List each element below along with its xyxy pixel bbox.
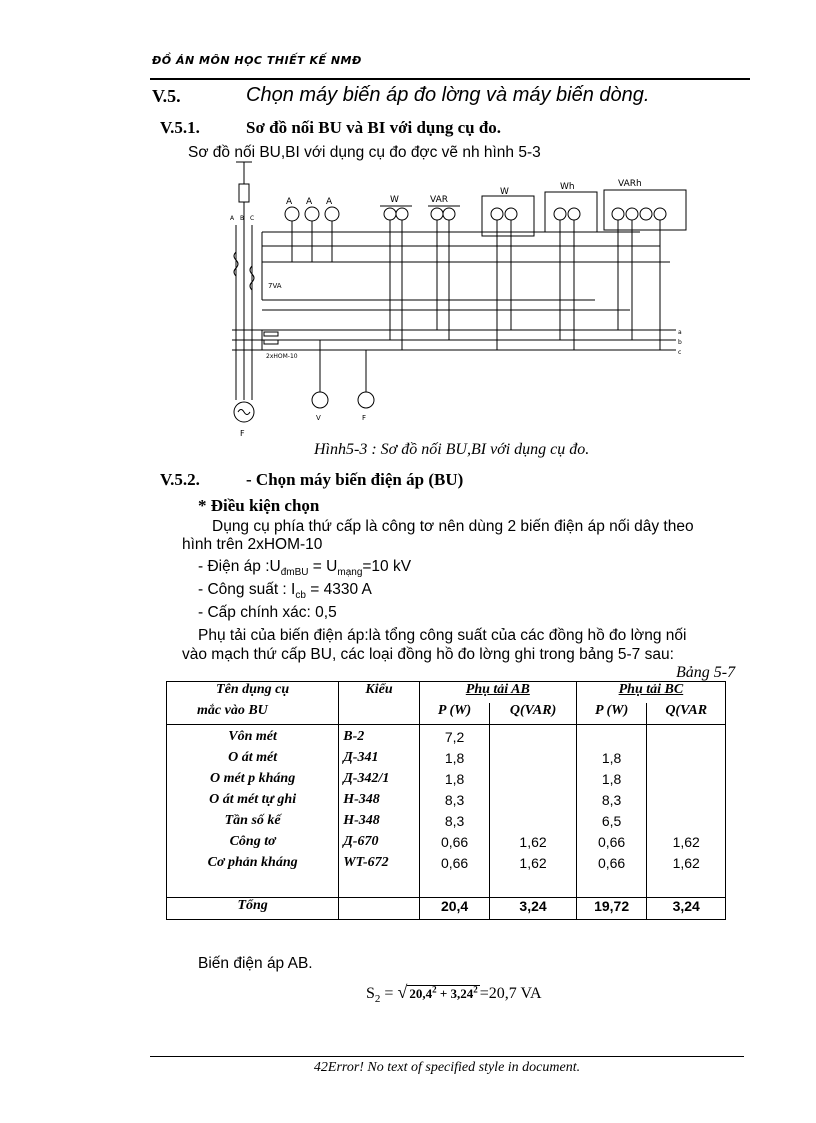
label-wattmeter-2: W bbox=[500, 187, 509, 197]
th-load-bc: Phụ tải BC bbox=[576, 682, 725, 704]
load-table bbox=[166, 681, 726, 920]
label-varmeter: VAR bbox=[430, 195, 448, 205]
th-device-name-2: mắc vào BU bbox=[167, 703, 339, 725]
cell-name: Công tơ bbox=[167, 834, 339, 855]
wh-meter-box bbox=[545, 192, 597, 232]
ammeter-1 bbox=[285, 207, 299, 221]
table-row bbox=[167, 834, 726, 855]
cell-q-bc bbox=[647, 771, 726, 792]
cell-p-ab: 1,8 bbox=[419, 750, 489, 771]
total-q-ab: 3,24 bbox=[490, 898, 577, 920]
varh-meter-box bbox=[604, 190, 686, 230]
cell-q-bc bbox=[647, 813, 726, 834]
page-header: ĐỒ ÁN MÔN HỌC THIẾT KẾ NMĐ bbox=[152, 54, 362, 67]
label-va: 7VA bbox=[268, 282, 282, 290]
page-footer: 42Error! No text of specified style in document. bbox=[313, 1060, 581, 1075]
conditions-heading: * Điều kiện chọn bbox=[198, 496, 320, 515]
th-p-ab: P (W) bbox=[419, 703, 489, 725]
header-rule bbox=[150, 78, 750, 80]
voltmeter bbox=[312, 392, 328, 408]
cell-p-ab: 8,3 bbox=[419, 813, 489, 834]
formula-s2: $S_2$ = √ $20,4^2 + 3,24^2 =20,7$ VA bbox=[366, 982, 542, 1006]
cell-q-ab bbox=[490, 771, 577, 792]
cell-name: Vôn mét bbox=[167, 725, 339, 751]
cell-p-bc: 6,5 bbox=[576, 813, 647, 834]
paragraph-1-line-1: Dụng cụ phía thứ cấp là công tơ nên dùng 2 biến điện áp nối dây theo bbox=[212, 518, 694, 535]
cell-name: O mét p kháng bbox=[167, 771, 339, 792]
cell-q-bc: 1,62 bbox=[647, 834, 726, 855]
cell-type: B-2 bbox=[339, 725, 420, 751]
cell-q-ab: 1,62 bbox=[490, 834, 577, 855]
subsection-number-2: V.5.2. bbox=[160, 470, 200, 489]
subsection-title-2: - Chọn máy biến điện áp (BU) bbox=[246, 470, 464, 489]
label-ammeter-2: A bbox=[306, 197, 313, 207]
footer-rule bbox=[150, 1056, 744, 1057]
cell-p-ab: 1,8 bbox=[419, 771, 489, 792]
table-row bbox=[167, 855, 726, 898]
th-type: Kiểu bbox=[339, 682, 420, 704]
cell-p-bc: 0,66 bbox=[576, 855, 647, 898]
label-bus-b: b bbox=[678, 339, 682, 346]
label-phase-b: B bbox=[240, 215, 245, 222]
th-device-name-1: Tên dụng cụ bbox=[167, 682, 339, 704]
cell-q-bc bbox=[647, 750, 726, 771]
cell-type: WT-672 bbox=[339, 855, 420, 898]
cell-name: Cơ phản kháng bbox=[167, 855, 339, 898]
table-row bbox=[167, 813, 726, 834]
th-q-ab: Q(VAR) bbox=[490, 703, 577, 725]
cell-q-bc bbox=[647, 792, 726, 813]
cell-p-bc: 1,8 bbox=[576, 771, 647, 792]
cell-p-ab: 0,66 bbox=[419, 855, 489, 898]
label-vt-type: 2xHOM-10 bbox=[266, 353, 298, 360]
cell-p-bc bbox=[576, 725, 647, 751]
paragraph-2-line-1: Phụ tải của biến điện áp:là tổng công suất của các đồng hồ đo lờng nối bbox=[198, 627, 687, 644]
cell-q-ab bbox=[490, 750, 577, 771]
cell-q-ab bbox=[490, 813, 577, 834]
cell-q-ab: 1,62 bbox=[490, 855, 577, 898]
cell-p-ab: 7,2 bbox=[419, 725, 489, 751]
label-phase-c: C bbox=[250, 215, 255, 222]
cell-p-bc: 8,3 bbox=[576, 792, 647, 813]
subsection-title-1: Sơ đồ nối BU và BI với dụng cụ đo. bbox=[246, 118, 502, 137]
bullet-accuracy: - Cấp chính xác: 0,5 bbox=[198, 604, 337, 621]
table-row bbox=[167, 750, 726, 771]
ammeter-2 bbox=[305, 207, 319, 221]
label-bus-a: a bbox=[678, 329, 682, 336]
cell-p-bc: 1,8 bbox=[576, 750, 647, 771]
cell-q-bc bbox=[647, 725, 726, 751]
total-p-ab: 20,4 bbox=[419, 898, 489, 920]
paragraph-1-line-2: hình trên 2xHOM-10 bbox=[182, 536, 323, 553]
label-varh-meter: VARh bbox=[618, 179, 642, 189]
cell-p-ab: 8,3 bbox=[419, 792, 489, 813]
table-label: Bảng 5-7 bbox=[676, 664, 736, 681]
label-ammeter-1: A bbox=[286, 197, 293, 207]
fuse bbox=[239, 184, 249, 202]
cell-type: Д-341 bbox=[339, 750, 420, 771]
th-p-bc: P (W) bbox=[576, 703, 647, 725]
cell-name: O át mét tự ghi bbox=[167, 792, 339, 813]
cell-q-bc: 1,62 bbox=[647, 855, 726, 898]
cell-type: Д-670 bbox=[339, 834, 420, 855]
intro-text: Sơ đồ nối BU,BI với dụng cụ đo đợc vẽ nh hình 5-3 bbox=[188, 144, 541, 161]
table-row bbox=[167, 792, 726, 813]
label-bus-c: c bbox=[678, 349, 682, 356]
label-phase-a: A bbox=[230, 215, 235, 222]
wiring-diagram bbox=[220, 160, 690, 445]
cell-type: H-348 bbox=[339, 792, 420, 813]
section-number: V.5. bbox=[152, 86, 181, 106]
cell-q-ab bbox=[490, 792, 577, 813]
cell-type: Д-342/1 bbox=[339, 771, 420, 792]
subsection-number-1: V.5.1. bbox=[160, 118, 200, 137]
total-q-bc: 3,24 bbox=[647, 898, 726, 920]
frequency-meter bbox=[358, 392, 374, 408]
th-q-bc: Q(VAR bbox=[647, 703, 726, 725]
label-voltmeter: V bbox=[316, 414, 321, 422]
transformer-ab-label: Biến điện áp AB. bbox=[198, 955, 313, 972]
cell-q-ab bbox=[490, 725, 577, 751]
th-load-ab: Phụ tải AB bbox=[419, 682, 576, 704]
cell-p-bc: 0,66 bbox=[576, 834, 647, 855]
bullet-power: - Công suất : $I_{cb} = 4330$ A bbox=[198, 581, 372, 602]
cell-type: H-348 bbox=[339, 813, 420, 834]
label-ammeter-3: A bbox=[326, 197, 333, 207]
table-total-row bbox=[167, 898, 726, 920]
section-title: Chọn máy biến áp đo lờng và máy biến dòng. bbox=[246, 84, 650, 106]
wattmeter-box bbox=[482, 196, 534, 236]
table-row bbox=[167, 725, 726, 751]
bullet-voltage: - Điện áp $:U_{đmBU} = U_{mạng}=10$ kV bbox=[198, 558, 412, 579]
figure-caption: Hình5-3 : Sơ đồ nối BU,BI với dụng cụ đo. bbox=[314, 441, 590, 458]
label-generator: F bbox=[240, 429, 245, 438]
cell-p-ab: 0,66 bbox=[419, 834, 489, 855]
total-p-bc: 19,72 bbox=[576, 898, 647, 920]
label-frequency-meter: F bbox=[362, 414, 367, 422]
label-wattmeter-1: W bbox=[390, 195, 399, 205]
total-label: Tổng bbox=[167, 898, 339, 920]
cell-name: Tần số kế bbox=[167, 813, 339, 834]
ammeter-3 bbox=[325, 207, 339, 221]
paragraph-2-line-2: vào mạch thứ cấp BU, các loại đồng hồ đo lờng ghi trong bảng 5-7 sau: bbox=[182, 646, 674, 663]
cell-name: O át mét bbox=[167, 750, 339, 771]
table-row bbox=[167, 771, 726, 792]
label-wh-meter: Wh bbox=[560, 182, 575, 192]
